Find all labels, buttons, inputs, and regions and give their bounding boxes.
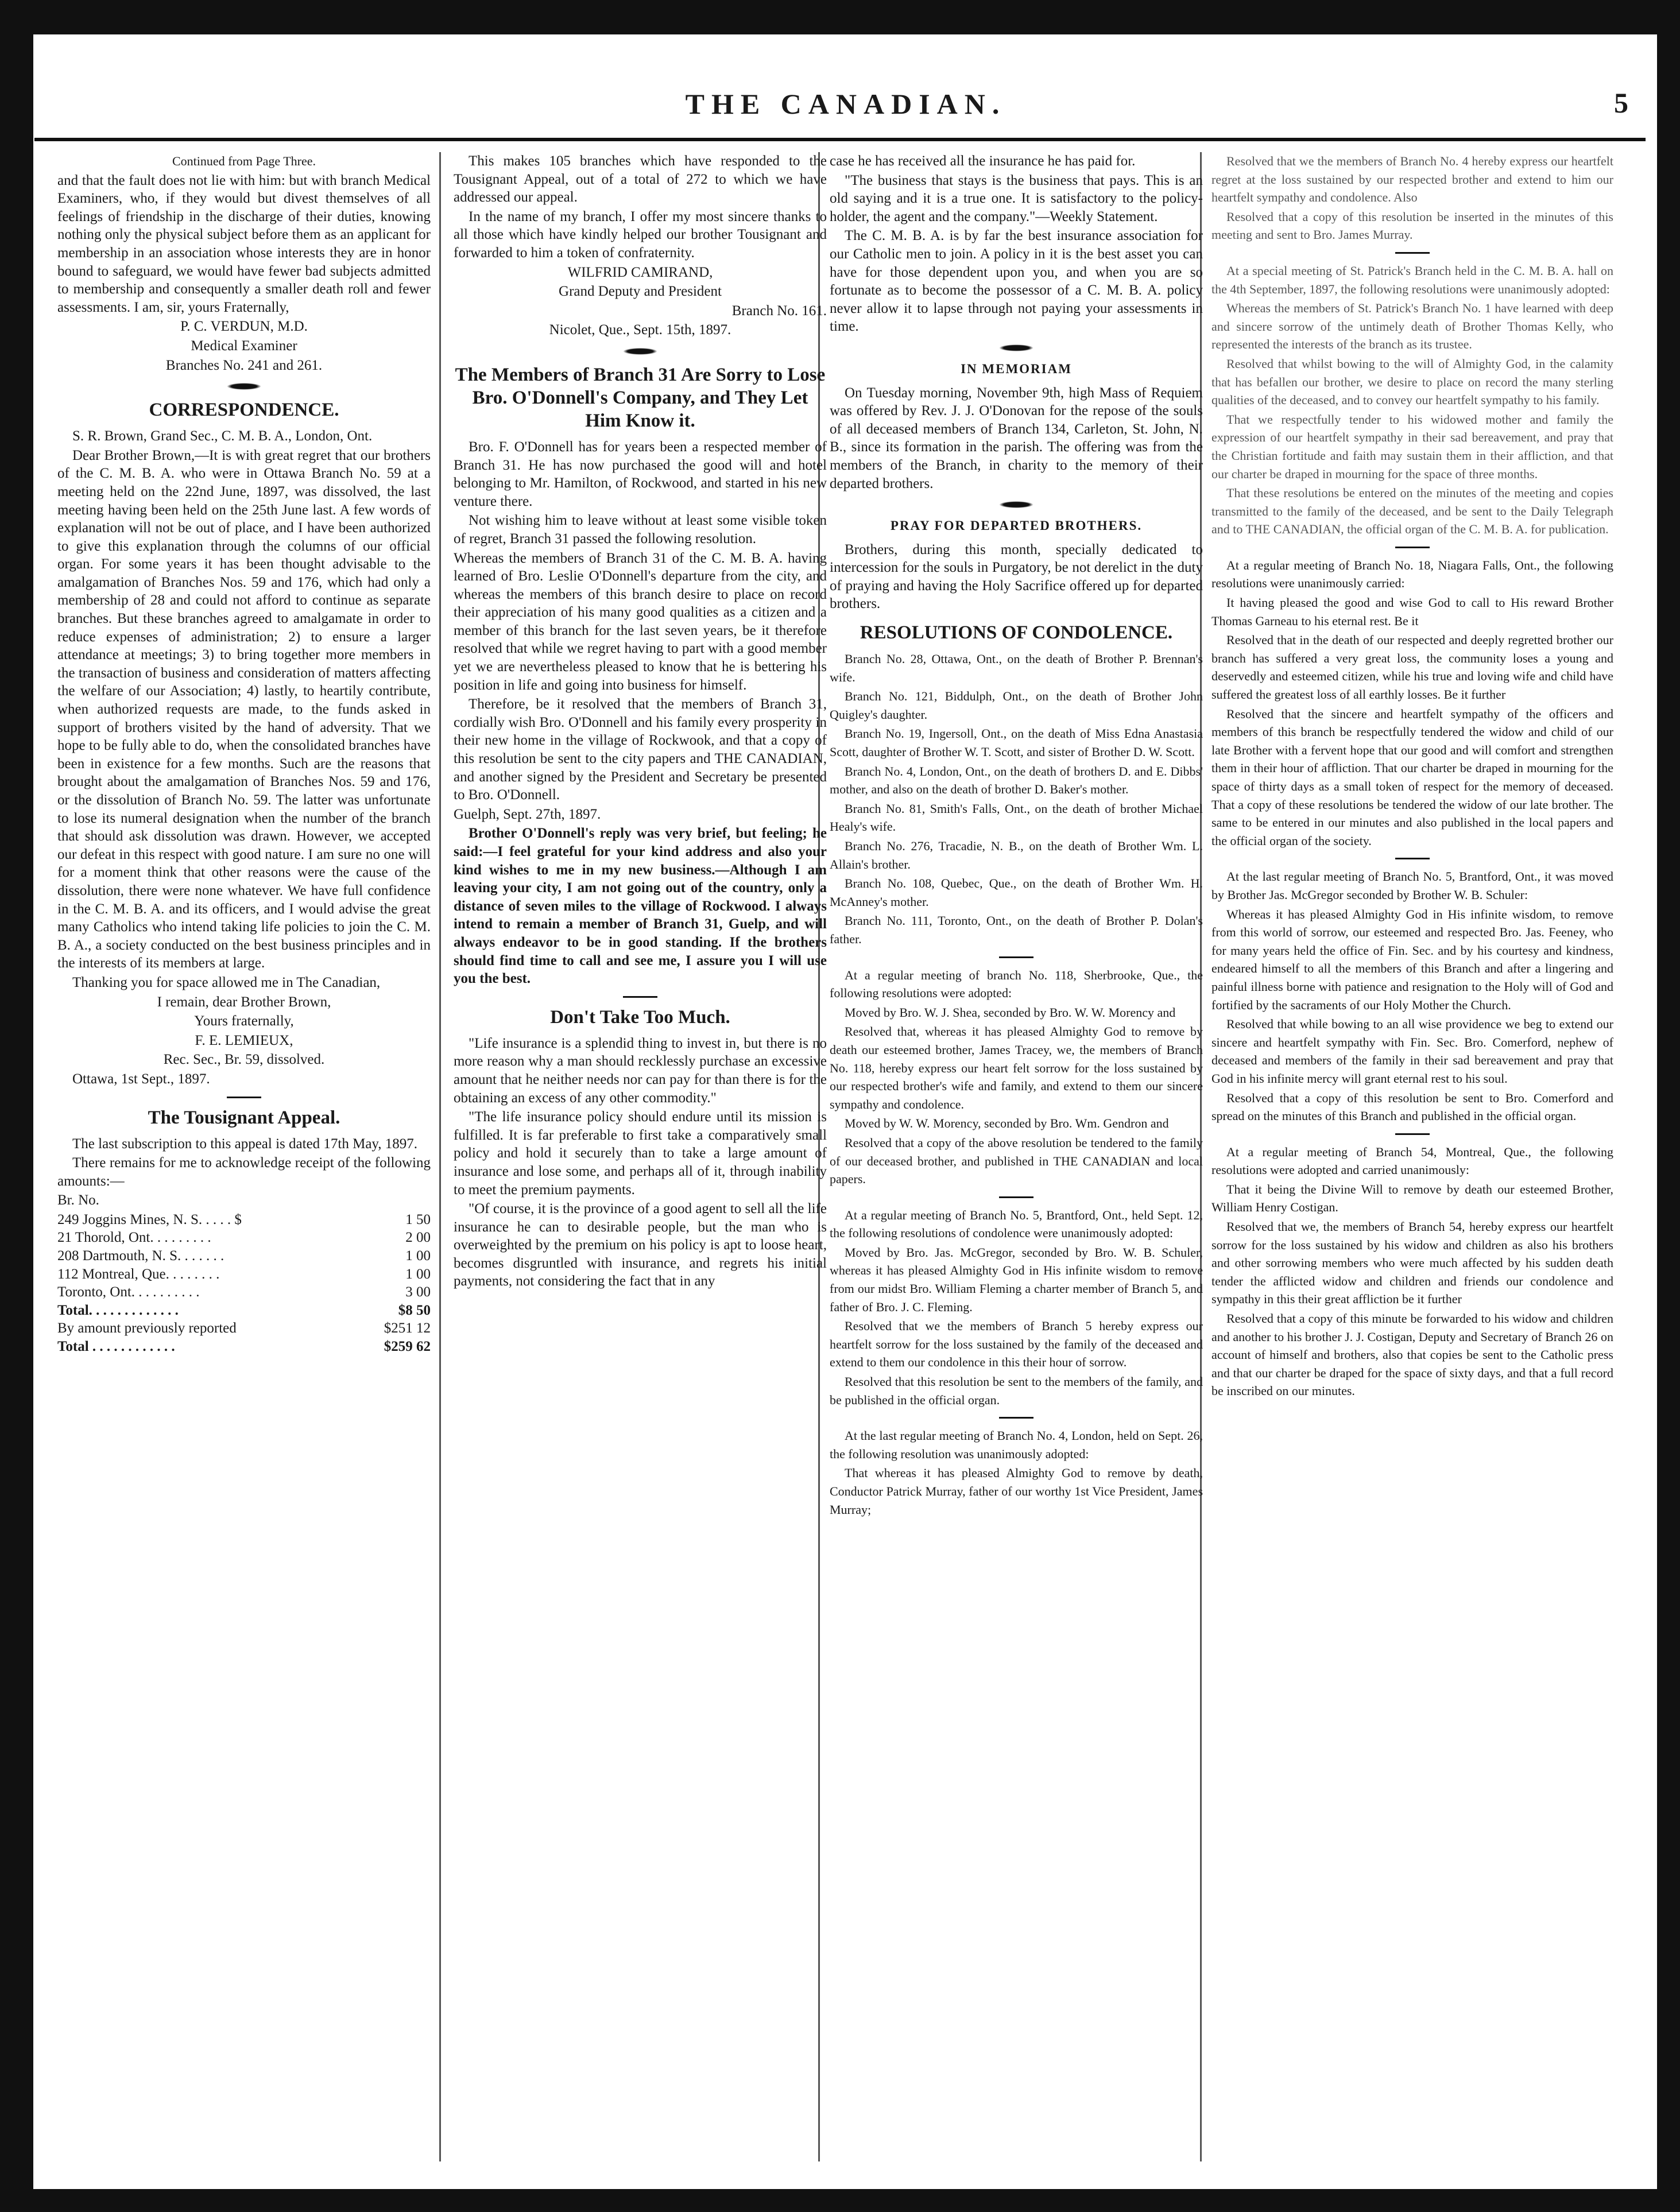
scan-border-bottom [0,2189,1680,2212]
previous-row [57,1319,431,1338]
resolution-paragraph: At a regular meeting of Branch No. 18, Niagara Falls, Ont., the following resolutions were unanimously carried: [1211,557,1613,591]
memoriam-paragraph: On Tuesday morning, November 9th, high Mass of Requiem was offered by Rev. J. J. O'Donovan for the repose of the souls of all deceased members of Branch 134, Carleton, St. John, N. B., since its formation in the parish. The offering was from the members of the Branch, in charity to the memory of their departed brothers. [830,385,1203,491]
section-ornament [224,382,264,390]
grand-total-amount: $259 62 [384,1339,431,1355]
resolution-paragraph: Resolved that while bowing to an all wise providence we beg to extend our sincere and heartfelt sympathy with Fin. Sec. Bro. Comerford, nephew of deceased and members of the family in their sad bereavement and pray that God in his infinite mercy will grant eternal rest to his soul. [1211,1017,1613,1086]
resolution-paragraph: Resolved that we, the members of Branch 54, hereby express our heartfelt sorrow for the loss sustained by his widow and children as also his brothers and other sorrowing members who were much affected by his sudden death tender the afflicted widow and children and friends our condolence and sympathy in this their great affliction be it further [1211,1219,1613,1307]
resolution-item: Branch No. 4, London, Ont., on the death of brothers D. and E. Dibbs' mother, and also on the death of brother D. Baker's mother. [830,764,1203,797]
section-ornament [996,501,1036,509]
resolution-item: Branch No. 81, Smith's Falls, Ont., on the death of brother Michael Healy's wife. [830,801,1203,834]
resolution-paragraph: Resolved that in the death of our respected and deeply regretted brother our branch has suffered a very great loss, the community loses a young and deservedly and esteemed citizen, while his true and loving wife and child have suffered the greatest loss of all earthly losses. Be it further [1211,633,1613,702]
resolution-paragraph: Resolved that, whereas it has pleased Almighty God to remove by death our esteemed brother, James Tracey, we, the members of Branch No. 118, hereby express our heart felt sorrow for the loss sustained by our respected brother's wife and family, and extend to them our sincere sympathy and condolence. [830,1024,1203,1111]
resolution-paragraph: Resolved that this resolution be sent to the members of the family, and be published in the official organ. [830,1374,1203,1407]
article-paragraph: The C. M. B. A. is by far the best insurance association for our Catholic men to join. A policy in it is the best asset you can have for those dependent upon you, and when you are so fortunate as to become the possessor of a C. M. B. A. policy never allow it to lapse through not paying your assessments in time. [830,228,1203,335]
section-divider [623,996,657,998]
resolution-paragraph: Resolved that whilst bowing to the will of Almighty God, in the calamity that has befallen our brother, we desire to place on record the many sterling qualities of the deceased, and to convey our heartfelt sympathy to his family. [1211,356,1613,408]
section-divider [1395,1133,1430,1135]
pray-paragraph: Brothers, during this month, specially dedicated to intercession for the souls in Purgatory, be not derelict in the duty of praying and having the Holy Sacrifice offered up for departed brothers. [830,541,1203,612]
article-paragraph: case he has received all the insurance he has paid for. [830,153,1136,169]
resolution-item: Branch No. 19, Ingersoll, Ont., on the death of Miss Edna Anastasia Scott, daughter of Brother W. T. Scott, and sister of Brother D. W. Scott. [830,726,1203,760]
resolution-item: Branch No. 276, Tracadie, N. B., on the death of Brother Wm. L. Allain's brother. [830,839,1203,871]
article-reply: Brother O'Donnell's reply was very brief, but feeling; he said:—I feel grateful for your kind address and also your kind wishes to me in my new business.—Although I am leaving your city, I am not going out of the country, only a distance of seven miles to the village of Rockwood. I always intend to remain a member of Branch 31, Guelp, and will always endeavor to be in good standing. If the brothers should find time to call and see me, I assure you I will use you the best. [454,826,827,987]
correspondence-signature-name: F. E. LEMIEUX, [195,1032,293,1048]
section-ornament [996,344,1036,352]
resolution-item: Branch No. 121, Biddulph, Ont., on the death of Brother John Quigley's daughter. [830,689,1203,722]
previous-label: By amount previously reported [57,1320,237,1337]
section-divider [1395,252,1430,254]
resolution-paragraph: Moved by Bro. W. J. Shea, seconded by Bro. W. W. Morency and [845,1005,1176,1020]
resolution-paragraph: That we respectfully tender to his widowed mother and family the expression of our heartfelt sympathy in their sad bereavement, and pray that the Christian fortitude and faith may sustain them in their affliction, and that our charter be draped in mourning for the space of three months. [1211,412,1613,481]
resolution-paragraph: At a regular meeting of Branch No. 5, Brantford, Ont., held Sept. 12, the following resolutions of condolence were unanimously adopted: [830,1207,1203,1241]
scan-border-top [0,0,1680,34]
section-divider [1395,858,1430,859]
correspondence-date: Ottawa, 1st Sept., 1897. [72,1071,210,1087]
appeal-text: There remains for me to acknowledge receipt of the following amounts:— [57,1155,431,1189]
appeal-table [57,1211,431,1356]
resolution-paragraph: That it being the Divine Will to remove by death our esteemed Brother, William Henry Costigan. [1211,1181,1613,1215]
resolution-paragraph: That these resolutions be entered on the minutes of the meeting and copies transmitted to the family of the deceased, and be sent to the Daily Telegraph and to THE CANADIAN, the official organ of the C. M. B. A. for publication. [1211,486,1613,537]
correspondence-body: Thanking you for space allowed me in The Canadian, [72,974,381,990]
row-label: 249 Joggins Mines, N. S. . . . . $ [57,1211,242,1227]
signature-place: Nicolet, Que., Sept. 15th, 1897. [549,322,731,338]
row-label: Toronto, Ont. . . . . . . . . . [57,1284,200,1300]
correspondence-heading: CORRESPONDENCE. [149,400,339,421]
previous-amount: $251 12 [384,1320,431,1337]
table-row [57,1229,431,1247]
column-rule [439,152,441,2161]
resolution-paragraph: Moved by Bro. Jas. McGregor, seconded by Bro. W. B. Schuler, whereas it has pleased Almighty God in His infinite wisdom to remove from our midst Bro. William Fleming a charter member of Branch 5, and father of Bro. J. C. Fleming. [830,1245,1203,1314]
resolution-paragraph: At the last regular meeting of Branch No. 5, Brantford, Ont., it was moved by Brother Jas. McGregor seconded by Brother W. B. Schuler: [1211,869,1613,902]
section-divider [999,1196,1033,1198]
letter-signature-role: Medical Examiner [191,338,297,354]
appeal-continued: In the name of my branch, I offer my most sincere thanks to all those which have kindly helped our brother Tousignant and forwarded to him a token of confraternity. [454,208,827,261]
masthead-title: THE CANADIAN. [685,88,1007,120]
correspondence-addressee: S. R. Brown, Grand Sec., C. M. B. A., London, Ont. [72,428,373,444]
masthead-rule [34,138,1646,141]
grand-total-row [57,1338,431,1356]
appeal-heading: The Tousignant Appeal. [148,1107,340,1128]
resolution-paragraph: Resolved that a copy of the above resolution be tendered to the family of our deceased brother, and published in THE CANADIAN and local papers. [830,1135,1203,1187]
signature-branch: Branch No. 161. [731,303,827,319]
article-paragraph: "The life insurance policy should endure until its mission is fulfilled. It is far preferable to first take a comparatively small policy and hold it securely than to take a large amount of insurance and lose some, and perhaps all of it, through inability to meet the premium payments. [454,1109,827,1198]
scan-border-left [0,0,33,2212]
total-amount: $8 50 [398,1302,431,1318]
grand-total-label: Total . . . . . . . . . . . . [57,1339,175,1355]
section-ornament [620,347,660,355]
correspondence-signature-role: Rec. Sec., Br. 59, dissolved. [163,1052,325,1068]
article-paragraph: Therefore, be it resolved that the members of Branch 31, cordially wish Bro. O'Donnell and his family every prosperity in their new home in the village of Rockwook, and that a copy of this resolution be sent to the city papers and THE CANADIAN, and another signed by the President and Secretary be presented to Bro. O'Donnell. [454,696,827,803]
dont-take-too-much-heading: Don't Take Too Much. [550,1006,730,1028]
column-1 [57,152,431,2161]
article-paragraph: "Life insurance is a splendid thing to invest in, but there is no more reason why a man should recklessly purchase an excessive amount that he neither needs nor can pay for than there is for the obtaining an excess of any other commodity." [454,1035,827,1106]
letter-tail: and that the fault does not lie with him: but with branch Medical Examiners, who, if they would but divest themselves of all feelings of friendship in the discharge of their duties, knowing nothing only the physical subject before them as an applicant for membership in an association whose interests they are in honor bound to safeguard, we would have fewer bad subjects admitted to membership and consequently a smaller death roll and fewer assessments. I am, sir, yours Fraternally, [57,172,431,315]
resolution-paragraph: Whereas it has pleased Almighty God in His infinite wisdom, to remove from this world of sorrow, our esteemed and respected Bro. Jas. Feeney, who for many years held the office of Fin. Sec. and by his courtesy and kindness, endeared himself to all the members of this Branch and after a lingering and painful illness borne with patience and resignation to the Holy will of God and fortified by the sacraments of our Holy Mother the Church. [1211,907,1613,1012]
scan-border-right [1657,0,1680,2212]
resolution-item: Branch No. 108, Quebec, Que., on the death of Brother Wm. H. McAnney's mother. [830,876,1203,909]
masthead [57,80,1634,132]
resolution-paragraph: At a regular meeting of branch No. 118, Sherbrooke, Que., the following resolutions were adopted: [830,967,1203,1001]
appeal-text: The last subscription to this appeal is dated 17th May, 1897. [72,1136,418,1152]
signature-role: Grand Deputy and President [559,284,722,300]
in-memoriam-heading: IN MEMORIAM [961,361,1072,376]
section-divider [999,1417,1033,1419]
resolution-paragraph: At the last regular meeting of Branch No. 4, London, held on Sept. 26, the following resolution was unanimously adopted: [830,1428,1203,1461]
pray-heading: PRAY FOR DEPARTED BROTHERS. [890,518,1143,533]
article-paragraph: Bro. F. O'Donnell has for years been a respected member of Branch 31. He has now purchased the good will and hotel belonging to Mr. Hamilton, of Rockwood, and started in his new venture there. [454,439,827,509]
signature-name: WILFRID CAMIRAND, [567,264,713,280]
total-row [57,1301,431,1320]
row-amount: 1 50 [405,1211,431,1227]
resolution-paragraph: Resolved that we the members of Branch No. 4 hereby express our heartfelt regret at the loss sustained by our respected brother and extend to him our heartfelt sympathy and condolence. Also [1211,154,1613,205]
row-label: 208 Dartmouth, N. S. . . . . . . [57,1248,224,1264]
resolution-paragraph: Moved by W. W. Morency, seconded by Bro. Wm. Gendron and [845,1116,1169,1131]
table-row [57,1265,431,1284]
table-row [57,1247,431,1265]
column-3 [830,152,1203,2161]
appeal-table-header: Br. No. [57,1192,99,1208]
correspondence-closing: I remain, dear Brother Brown, [157,994,331,1010]
resolution-paragraph: At a special meeting of St. Patrick's Branch held in the C. M. B. A. hall on the 4th September, 1897, the following resolutions were unanimously adopted: [1211,263,1613,296]
table-row [57,1211,431,1229]
resolution-paragraph: That whereas it has pleased Almighty God to remove by death, Conductor Patrick Murray, father of our worthy 1st Vice President, James Murray; [830,1466,1203,1517]
resolution-item: Branch No. 28, Ottawa, Ont., on the death of Brother P. Brennan's wife. [830,652,1203,684]
resolution-paragraph: Resolved that the sincere and heartfelt sympathy of the officers and members of this branch be respectfully tendered the widow and child of our late Brother with a fervent hope that our good and will comfort and strengthen them in their hour of affliction. That our charter be draped in mourning for the space of thirty days as a small token of respect for the memory of deceased. That a copy of these resolutions be tendered the widow of our late brother. The same to be entered in our minutes and also published in the local papers and the official organ of the society. [1211,706,1613,848]
column-4 [1211,152,1613,2161]
resolution-paragraph: Resolved that a copy of this resolution be sent to Bro. Comerford and spread on the minutes of this Branch and published in the official organ. [1211,1090,1613,1124]
row-label: 112 Montreal, Que. . . . . . . . [57,1266,220,1282]
letter-signature-branch: Branches No. 241 and 261. [165,357,323,373]
article-date: Guelph, Sept. 27th, 1897. [454,806,601,822]
article-paragraph: Whereas the members of Branch 31 of the C. M. B. A. having learned of Bro. Leslie O'Donnell's departure from the city, and whereas the members of this branch desire to place on record their appreciation of his many good qualities as a citizen and a member of this branch for the last seven years, be it therefore resolved that while we regret having to part with a good member yet we are nevertheless pleased to know that he is bettering his position in life and going into business for himself. [454,550,827,693]
resolution-item: Branch No. 111, Toronto, Ont., on the death of Brother P. Dolan's father. [830,913,1203,946]
resolution-paragraph: Resolved that a copy of this resolution be inserted in the minutes of this meeting and sent to Bro. James Murray. [1211,209,1613,242]
section-divider [227,1097,261,1098]
resolution-paragraph: At a regular meeting of Branch 54, Montreal, Que., the following resolutions were adopted and carried unanimously: [1211,1144,1613,1177]
resolution-paragraph: Resolved that a copy of this minute be forwarded to his widow and children and another to his brother J. J. Costigan, Deputy and Secretary of Branch 26 on account of himself and brothers, also that copies be sent to the Catholic press and that our charter be draped for the space of sixty days, and that a full record be inscribed on our minutes. [1211,1311,1613,1399]
row-label: 21 Thorold, Ont. . . . . . . . . [57,1230,211,1246]
resolutions-heading: RESOLUTIONS OF CONDOLENCE. [860,622,1173,644]
appeal-continued: This makes 105 branches which have responded to the Tousignant Appeal, out of a total of 272 to which we have addressed our appeal. [454,153,827,206]
column-2 [454,152,827,2161]
correspondence-body: Dear Brother Brown,—It is with great regret that our brothers of the C. M. B. A. who were in Ottawa Branch No. 59 at a meeting held on the 22nd June, 1897, was dissolved, the last meeting having been held on the 25th June last. A few words of explanation will not be out of place, and I have been authorized to give this explanation through the columns of our official organ. For some years it has been thought advisable to the amalgamation of Branches Nos. 59 and 176, which had only a membership of 28 and could not afford to continue as separate branches. But these branches agreed to amalgamate in order to reduce expenses of administration; 2) to ensure a larger attendance at meetings; 3) to bring together more members in the transaction of business and consideration of matters affecting the welfare of our Association; 4) lastly, to heartily contribute, when authorized requests are made, to the funds asked in support of brothers visited by the hand of adversity. That we hope to be fully able to do, when the consolidated branches have been in existence for a few months. Such are the reasons that brought about the amalgamation of Branches Nos. 59 and 176, or the dissolution of Branch No. 59. The latter was unfortunate to lose its numeral designation when the number of the branch that should ask dissolution was drawn. However, we accepted our defeat in this respect with good nature. I am sure no one will for a moment think that other reasons were the cause of the dissolution, there were none whatever. We have full confidence in the C. M. B. A. and its officers, and I would advise the great many Catholics who intend taking life policies to join the C. M. B. A., a society conducted on the best business principles and in the interests of its members at large. [57,447,431,971]
letter-signature-name: P. C. VERDUN, M.D. [180,319,308,335]
branch-31-heading: The Members of Branch 31 Are Sorry to Lose Bro. O'Donnell's Company, and They Let Him Know it. [455,364,826,431]
table-row [57,1283,431,1301]
row-amount: 1 00 [405,1266,431,1282]
article-paragraph: "Of course, it is the province of a good agent to sell all the life insurance he can to desirable people, but the man who is overweighted by the premium on his policy is apt to loose heart, becomes disgruntled with insurance, and regrets his initial payments, not considering the fact that in any [454,1201,827,1289]
resolution-paragraph: It having pleased the good and wise God to call to His reward Brother Thomas Garneau to his eternal rest. Be it [1211,595,1613,628]
section-divider [999,956,1033,958]
resolution-paragraph: Resolved that we the members of Branch 5 hereby express our heartfelt sorrow for the loss sustained by the family of the deceased and extend to them our condolence in this their hour of sorrow. [830,1319,1203,1370]
correspondence-closing: Yours fraternally, [194,1013,294,1029]
total-label: Total. . . . . . . . . . . . . [57,1302,179,1318]
continued-note: Continued from Page Three. [172,154,316,168]
article-paragraph: Not wishing him to leave without at least some visible token of regret, Branch 31 passed the following resolution. [454,513,827,547]
row-amount: 2 00 [405,1230,431,1246]
article-paragraph: "The business that stays is the business that pays. This is an old saying and it is a true one. It is satisfactory to the policy-holder, the agent and the company."—Weekly Statement. [830,172,1203,224]
resolution-paragraph: Whereas the members of St. Patrick's Branch No. 1 have learned with deep and sincere sorrow of the untimely death of Brother Thomas Kelly, who represented the interests of the branch as its trustee. [1211,301,1613,352]
section-divider [1395,547,1430,548]
row-amount: 1 00 [405,1248,431,1264]
row-amount: 3 00 [405,1284,431,1300]
page-number: 5 [1614,87,1628,119]
